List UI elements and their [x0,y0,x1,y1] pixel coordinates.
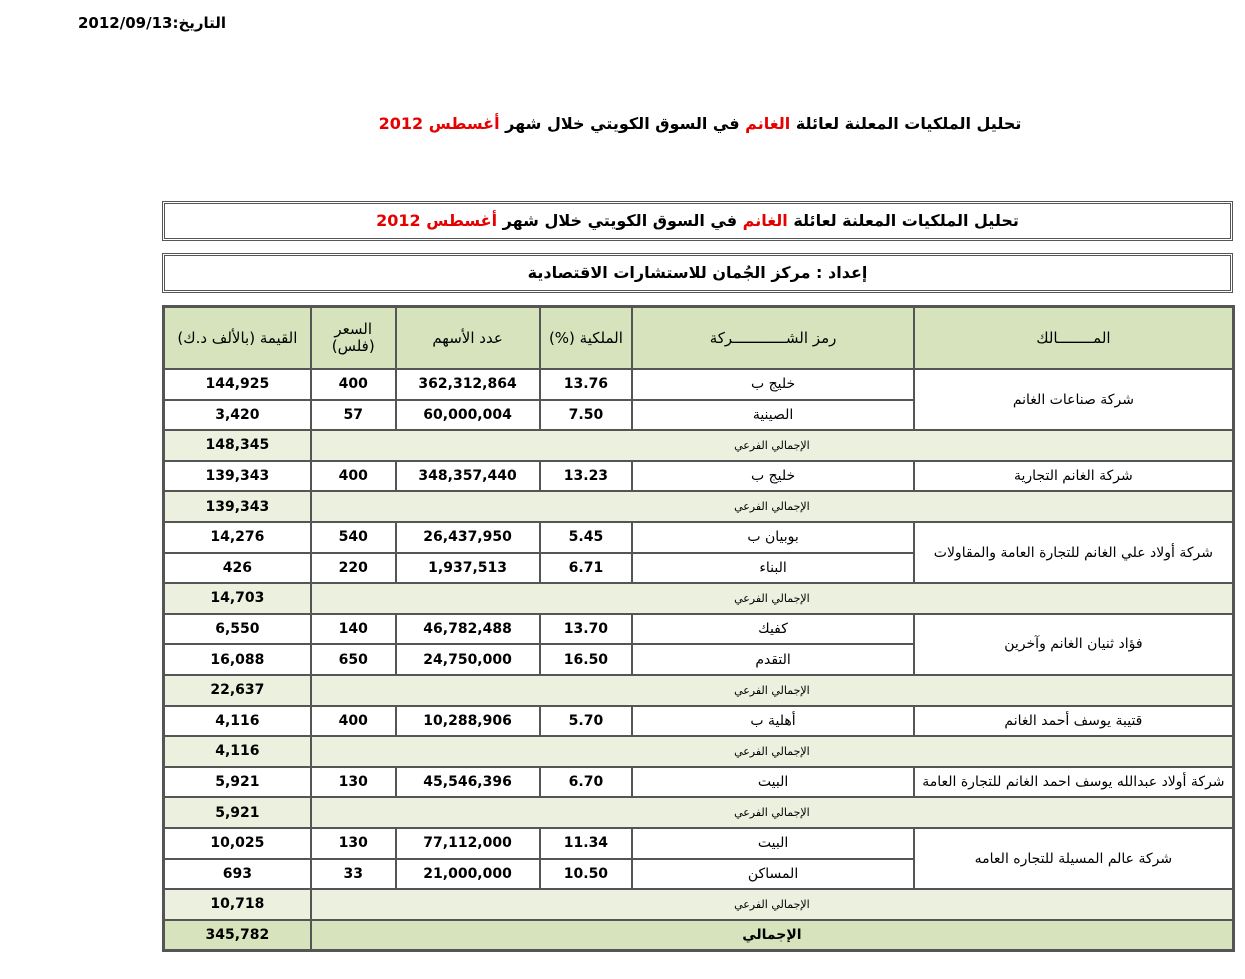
owner-cell: شركة صناعات الغانم [914,369,1233,430]
prepared-by-box [162,253,1233,293]
value-cell: 10,025 [164,828,311,859]
subtotal-value: 148,345 [164,430,311,461]
subtotal-row [164,583,1233,614]
col-pct-header: الملكية (%) [540,307,633,369]
table-title-box [162,201,1233,241]
col-value-header: القيمة (بالألف د.ك) [164,307,311,369]
header-row [164,307,1233,369]
subtotal-label: الإجمالي الفرعي [311,583,1233,614]
symbol-cell: البيت [632,767,913,798]
price-cell: 400 [311,369,396,400]
subtotal-value: 4,116 [164,736,311,767]
value-cell: 426 [164,553,311,584]
value-cell: 693 [164,859,311,890]
owner-cell: شركة الغانم التجارية [914,461,1233,492]
subtotal-row [164,797,1233,828]
pct-cell: 6.71 [540,553,633,584]
table-row [164,369,1233,400]
title-part1: تحليل الملكيات المعلنة لعائلة [787,211,1019,230]
shares-cell: 77,112,000 [396,828,540,859]
symbol-cell: البناء [632,553,913,584]
symbol-cell: كفيك [632,614,913,645]
pct-cell: 6.70 [540,767,633,798]
pct-cell: 13.70 [540,614,633,645]
subtotal-label: الإجمالي الفرعي [311,797,1233,828]
table-row [164,522,1233,553]
shares-cell: 348,357,440 [396,461,540,492]
ownership-table [162,305,1235,952]
shares-cell: 46,782,488 [396,614,540,645]
symbol-cell: التقدم [632,644,913,675]
title-month: أغسطس 2012 [376,211,498,230]
price-cell: 400 [311,461,396,492]
subtotal-label: الإجمالي الفرعي [311,675,1233,706]
value-cell: 6,550 [164,614,311,645]
price-cell: 130 [311,828,396,859]
heading-part2: في السوق الكويتي خلال شهر [499,114,746,133]
page-heading [300,114,1100,133]
report-date: التاريخ:2012/09/13 [78,14,227,32]
price-cell: 540 [311,522,396,553]
price-cell: 220 [311,553,396,584]
symbol-cell: أهلية ب [632,706,913,737]
table-row [164,828,1233,859]
symbol-cell: خليج ب [632,461,913,492]
symbol-cell: الصينية [632,400,913,431]
heading-month: أغسطس 2012 [378,114,500,133]
subtotal-label: الإجمالي الفرعي [311,889,1233,920]
title-part2: في السوق الكويتي خلال شهر [497,211,743,230]
pct-cell: 11.34 [540,828,633,859]
col-price-header: السعر (فلس) [311,307,396,369]
subtotal-row [164,889,1233,920]
pct-cell: 13.76 [540,369,633,400]
col-symbol-header: رمز الشــــــــــــركة [632,307,913,369]
grand-total-row [164,920,1233,951]
shares-cell: 45,546,396 [396,767,540,798]
owner-cell: شركة أولاد علي الغانم للتجارة العامة والمقاولات [914,522,1233,583]
table-row [164,614,1233,645]
owner-cell: قتيبة يوسف أحمد الغانم [914,706,1233,737]
subtotal-row [164,491,1233,522]
shares-cell: 26,437,950 [396,522,540,553]
shares-cell: 24,750,000 [396,644,540,675]
subtotal-row [164,736,1233,767]
price-cell: 400 [311,706,396,737]
value-cell: 4,116 [164,706,311,737]
price-cell: 650 [311,644,396,675]
subtotal-label: الإجمالي الفرعي [311,430,1233,461]
symbol-cell: بوبيان ب [632,522,913,553]
symbol-cell: البيت [632,828,913,859]
subtotal-value: 5,921 [164,797,311,828]
grand-total-label: الإجمالي [311,920,1233,951]
subtotal-value: 10,718 [164,889,311,920]
subtotal-value: 14,703 [164,583,311,614]
value-cell: 139,343 [164,461,311,492]
title-family: الغانم [742,211,788,230]
price-cell: 57 [311,400,396,431]
prepared-by: إعداد : مركز الجُمان للاستشارات الاقتصادية [527,263,868,282]
value-cell: 16,088 [164,644,311,675]
col-shares-header: عدد الأسهم [396,307,540,369]
subtotal-label: الإجمالي الفرعي [311,491,1233,522]
subtotal-label: الإجمالي الفرعي [311,736,1233,767]
col-owner-header: المــــــــالك [914,307,1233,369]
pct-cell: 7.50 [540,400,633,431]
heading-part1: تحليل الملكيات المعلنة لعائلة [790,114,1022,133]
subtotal-value: 22,637 [164,675,311,706]
value-cell: 14,276 [164,522,311,553]
symbol-cell: خليج ب [632,369,913,400]
price-cell: 33 [311,859,396,890]
table-body [164,369,1233,950]
symbol-cell: المساكن [632,859,913,890]
price-cell: 130 [311,767,396,798]
shares-cell: 362,312,864 [396,369,540,400]
table-row [164,461,1233,492]
heading-family: الغانم [745,114,791,133]
owner-cell: شركة عالم المسيلة للتجاره العامه [914,828,1233,889]
subtotal-row [164,430,1233,461]
table-row [164,706,1233,737]
pct-cell: 5.45 [540,522,633,553]
pct-cell: 5.70 [540,706,633,737]
value-cell: 5,921 [164,767,311,798]
owner-cell: شركة أولاد عبدالله يوسف احمد الغانم للتجارة العامة [914,767,1233,798]
shares-cell: 60,000,004 [396,400,540,431]
subtotal-row [164,675,1233,706]
pct-cell: 10.50 [540,859,633,890]
value-cell: 144,925 [164,369,311,400]
table-row [164,767,1233,798]
owner-cell: فؤاد ثنيان الغانم وآخرين [914,614,1233,675]
price-cell: 140 [311,614,396,645]
shares-cell: 10,288,906 [396,706,540,737]
pct-cell: 13.23 [540,461,633,492]
shares-cell: 1,937,513 [396,553,540,584]
value-cell: 3,420 [164,400,311,431]
pct-cell: 16.50 [540,644,633,675]
subtotal-value: 139,343 [164,491,311,522]
grand-total-value: 345,782 [164,920,311,951]
shares-cell: 21,000,000 [396,859,540,890]
